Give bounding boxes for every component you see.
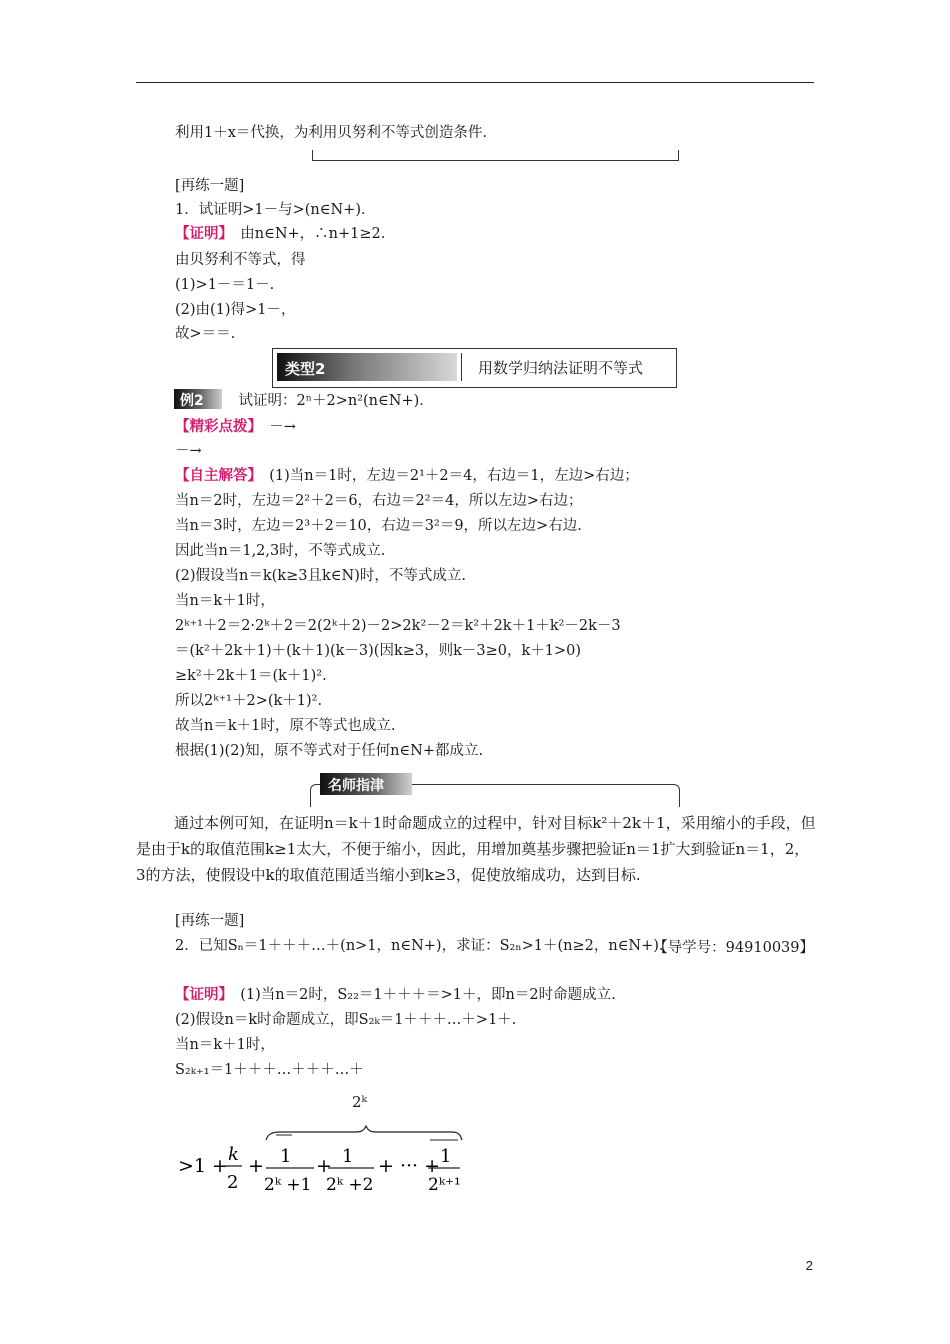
example-question: 试证明：2ⁿ＋2>n²(n∈N+)． <box>224 393 434 409</box>
plus-sign: + <box>248 1155 264 1177</box>
page-number: 2 <box>805 1258 813 1273</box>
reference-number: 【导学号：94910039】 <box>653 940 814 956</box>
text-line: (2)假设n＝k时命题成立，即S₂ₖ＝1＋＋＋…＋>1＋. <box>175 1012 517 1028</box>
frac-2-num: 1 <box>342 1146 354 1167</box>
brace-label: 2ᵏ <box>352 1093 368 1111</box>
exercise-question: 1．试证明>1－与>(n∈N+)． <box>175 202 376 218</box>
type-divider <box>461 353 462 381</box>
text-line: 当n＝2时，左边＝2²＋2＝6，右边＝2²＝4，所以左边>右边； <box>175 493 583 509</box>
text-line: 根据(1)(2)知，原不等式对于任何n∈N+都成立. <box>175 743 484 759</box>
example-tag: 例2 <box>174 389 222 409</box>
hint-text: －→ <box>254 419 296 435</box>
type-title: 用数学归纳法证明不等式 <box>478 359 644 377</box>
text-line: (2)由(1)得>1－， <box>175 302 296 318</box>
plus-sign: + <box>316 1155 332 1177</box>
text-line: 由贝努利不等式，得 <box>175 252 306 268</box>
section-label: [再练一题] <box>175 178 245 194</box>
tip-paragraph: 通过本例可知，在证明n＝k＋1时命题成立的过程中，针对目标k²＋2k＋1，采用缩小的手段，但是由于k的取值范围k≥1太大，不便于缩小，因此，用增加奠基步骤把验证n＝1扩大到验证n＝1，2，3的方法，使假设中k的取值范围适当缩小到k≥3，促使放缩成功，达到目标. <box>136 814 816 884</box>
ellipsis-plus: + ··· + <box>378 1155 441 1177</box>
text-line: S₂ₖ₊₁＝1＋＋＋…＋＋＋…＋ <box>175 1062 364 1078</box>
text-line: (2)假设当n＝k(k≥3且k∈N)时，不等式成立. <box>175 568 466 584</box>
text-line: (1)>1－＝1－. <box>175 277 275 293</box>
hint-arrow: －→ <box>175 443 202 459</box>
text-line: 利用1＋x＝代换，为利用贝努利不等式创造条件. <box>175 125 488 141</box>
solution-text: (1)当n＝1时，左边＝2¹＋2＝4，右边＝1，左边>右边； <box>254 468 639 484</box>
inequality-formula <box>176 1118 476 1198</box>
underbrace <box>266 1126 462 1140</box>
type-heading-box <box>272 348 677 388</box>
text-line: 当n＝k＋1时， <box>175 593 275 609</box>
proof-tag: 【证明】 <box>175 986 226 1003</box>
proof-tag: 【证明】 <box>175 225 226 242</box>
tip-tag: 名师指津 <box>320 773 412 795</box>
proof-line <box>175 986 616 1004</box>
frac-2-den: 2ᵏ +2 <box>326 1175 374 1195</box>
hint-line <box>175 418 296 436</box>
section-label: [再练一题] <box>175 913 245 929</box>
exercise-question: 2．已知Sₙ＝1＋＋＋…＋(n>1，n∈N+)，求证：S₂ₙ>1＋(n≥2，n∈N+)． <box>175 938 674 954</box>
type-tag: 类型2 <box>277 353 457 381</box>
text-line: 因此当n＝1,2,3时，不等式成立. <box>175 543 386 559</box>
text-line: 2ᵏ⁺¹＋2＝2·2ᵏ＋2＝2(2ᵏ＋2)－2>2k²－2＝k²＋2k＋1＋k²－2k－3 <box>175 618 621 634</box>
solution-tag: 【自主解答】 <box>175 467 255 484</box>
solution-line <box>175 467 639 485</box>
proof-text: (1)当n＝2时，S₂₂＝1＋＋＋＝>1＋，即n＝2时命题成立. <box>225 987 616 1003</box>
proof-line <box>175 225 385 243</box>
text-line: 故>＝＝. <box>175 326 236 342</box>
text-line: ≥k²＋2k＋1＝(k＋1)². <box>175 668 327 684</box>
frac-k-num: k <box>228 1144 239 1165</box>
answer-bracket <box>312 150 679 161</box>
header-rule <box>136 82 814 83</box>
text-line: 当n＝3时，左边＝2³＋2＝10，右边＝3²＝9，所以左边>右边. <box>175 518 582 534</box>
text-line: ＝(k²＋2k＋1)＋(k＋1)(k－3)(因k≥3，则k－3≥0，k＋1>0) <box>175 643 582 659</box>
frac-k-den: 2 <box>227 1172 239 1193</box>
text-line: 所以2ᵏ⁺¹＋2>(k＋1)². <box>175 693 323 709</box>
text-line: 当n＝k＋1时， <box>175 1037 275 1053</box>
proof-text: 由n∈N+，∴n+1≥2. <box>225 226 386 242</box>
text-line: 故当n＝k＋1时，原不等式也成立. <box>175 718 396 734</box>
frac-3-num: 1 <box>440 1146 452 1167</box>
frac-3-den: 2ᵏ⁺¹ <box>428 1175 461 1195</box>
formula-lead: >1 + <box>178 1155 228 1177</box>
frac-1-num: 1 <box>280 1146 292 1167</box>
frac-1-den: 2ᵏ +1 <box>264 1175 312 1195</box>
hint-tag: 【精彩点拨】 <box>175 418 255 435</box>
